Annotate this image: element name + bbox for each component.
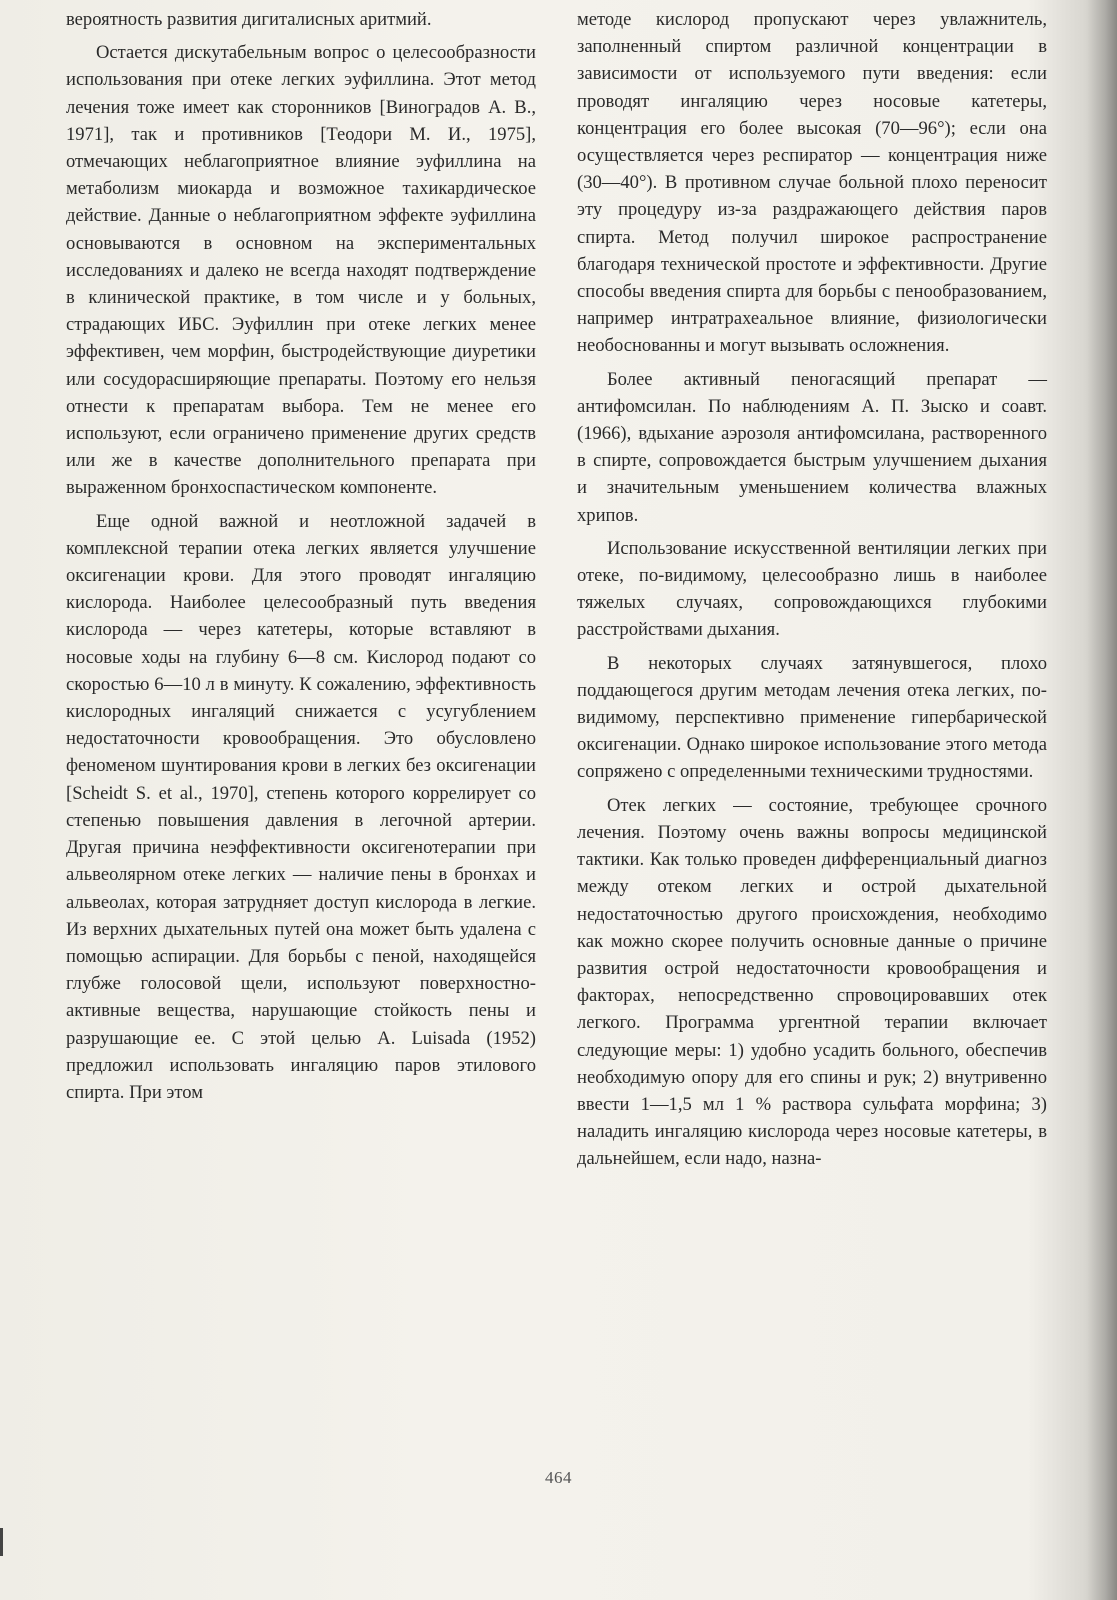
left-column	[66, 6, 536, 1106]
left-paragraph-1: вероятность развития дигиталисных аритмий.	[66, 9, 432, 30]
right-paragraph-2: Более активный пеногасящий препарат — антифомсилан. По наблюдениям А. П. Зыско и соавт. (1966), вдыхание аэрозоля антифомсилана, растворенного в спирте, сопровождается быстрым улучшением дыхания и значительным уменьшением количества влажных хрипов.	[577, 368, 1047, 526]
right-column	[577, 6, 1047, 1173]
page-number: 464	[545, 1468, 572, 1487]
left-paragraph-3: Еще одной важной и неотложной задачей в комплексной терапии отека легких является улучшение оксигенации крови. Для этого проводят ингаляцию кислорода. Наиболее целесообразный путь введения кислорода — через катетеры, которые вставляют в носовые ходы на глубину 6—8 см. Кислород подают со скоростью 6—10 л в минуту. К сожалению, эффективность кислородных ингаляций снижается с усугублением недостаточности кровообращения. Это обусловлено феноменом шунтирования крови в легких без оксигенации [Scheidt S. et al., 1970], степень которого коррелирует со степенью повышения давления в легочной артерии. Другая причина неэффективности оксигенотерапии при альвеолярном отеке легких — наличие пены в бронхах и альвеолах, которая затрудняет доступ кислорода в легкие. Из верхних дыхательных путей она может быть удалена с помощью аспирации. Для борьбы с пеной, находящейся глубже голосовой щели, используют поверхностно-активные вещества, нарушающие стойкость пены и разрушающие ее. С этой целью A. Luisada (1952) предложил использовать ингаляцию паров этилового спирта. При этом	[66, 510, 536, 1103]
right-paragraph-3: Использование искусственной вентиляции легких при отеке, по-видимому, целесообразно лишь в наиболее тяжелых случаях, сопровождающихся глубокими расстройствами дыхания.	[577, 537, 1047, 641]
left-paragraph-2: Остается дискутабельным вопрос о целесообразности использования при отеке легких эуфиллина. Этот метод лечения тоже имеет как сторонников [Виноградов А. В., 1971], так и противников [Теодори М. И., 1975], отмечающих неблагоприятное влияние эуфиллина на метаболизм миокарда и возможное тахикардическое действие. Данные о неблагоприятном эффекте эуфиллина основываются в основном на экспериментальных исследованиях и далеко не всегда находят подтверждение в клинической практике, в том числе и у больных, страдающих ИБС. Эуфиллин при отеке легких менее эффективен, чем морфин, быстродействующие диуретики или сосудорасширяющие препараты. Поэтому его нельзя отнести к препаратам выбора. Тем не менее его используют, если ограничено применение других средств или же в качестве дополнительного препарата при выраженном бронхоспастическом компоненте.	[66, 42, 536, 499]
scan-binding-shadow	[1087, 0, 1117, 1600]
right-paragraph-5: Отек легких — состояние, требующее срочного лечения. Поэтому очень важны вопросы медицинской тактики. Как только проведен дифференциальный диагноз между отеком легких и острой дыхательной недостаточностью другого происхождения, необходимо как можно скорее получить основные данные о причине развития острой недостаточности кровообращения и факторах, непосредственно спровоцировавших отек легкого. Программа ургентной терапии включает следующие меры: 1) удобно усадить больного, обеспечив необходимую опору для его спины и рук; 2) внутривенно ввести 1—1,5 мл 1 % раствора сульфата морфина; 3) наладить ингаляцию кислорода через носовые катетеры, в дальнейшем, если надо, назна-	[577, 794, 1047, 1170]
scan-edge-mark	[0, 1528, 3, 1556]
right-paragraph-1: методе кислород пропускают через увлажнитель, заполненный спиртом различной концентрации в зависимости от используемого пути введения: если проводят ингаляцию через носовые катетеры, концентрация его более высокая (70—96°); если она осуществляется через респиратор — концентрация ниже (30—40°). В противном случае больной плохо переносит эту процедуру из-за раздражающего действия паров спирта. Метод получил широкое распространение благодаря технической простоте и эффективности. Другие способы введения спирта для борьбы с пенообразованием, например интратрахеальное влияние, физиологически необоснованны и могут вызывать осложнения.	[577, 9, 1047, 357]
right-paragraph-4: В некоторых случаях затянувшегося, плохо поддающегося другим методам лечения отека легких, по-видимому, перспективно применение гипербарической оксигенации. Однако широкое использование этого метода сопряжено с определенными техническими трудностями.	[577, 652, 1047, 783]
